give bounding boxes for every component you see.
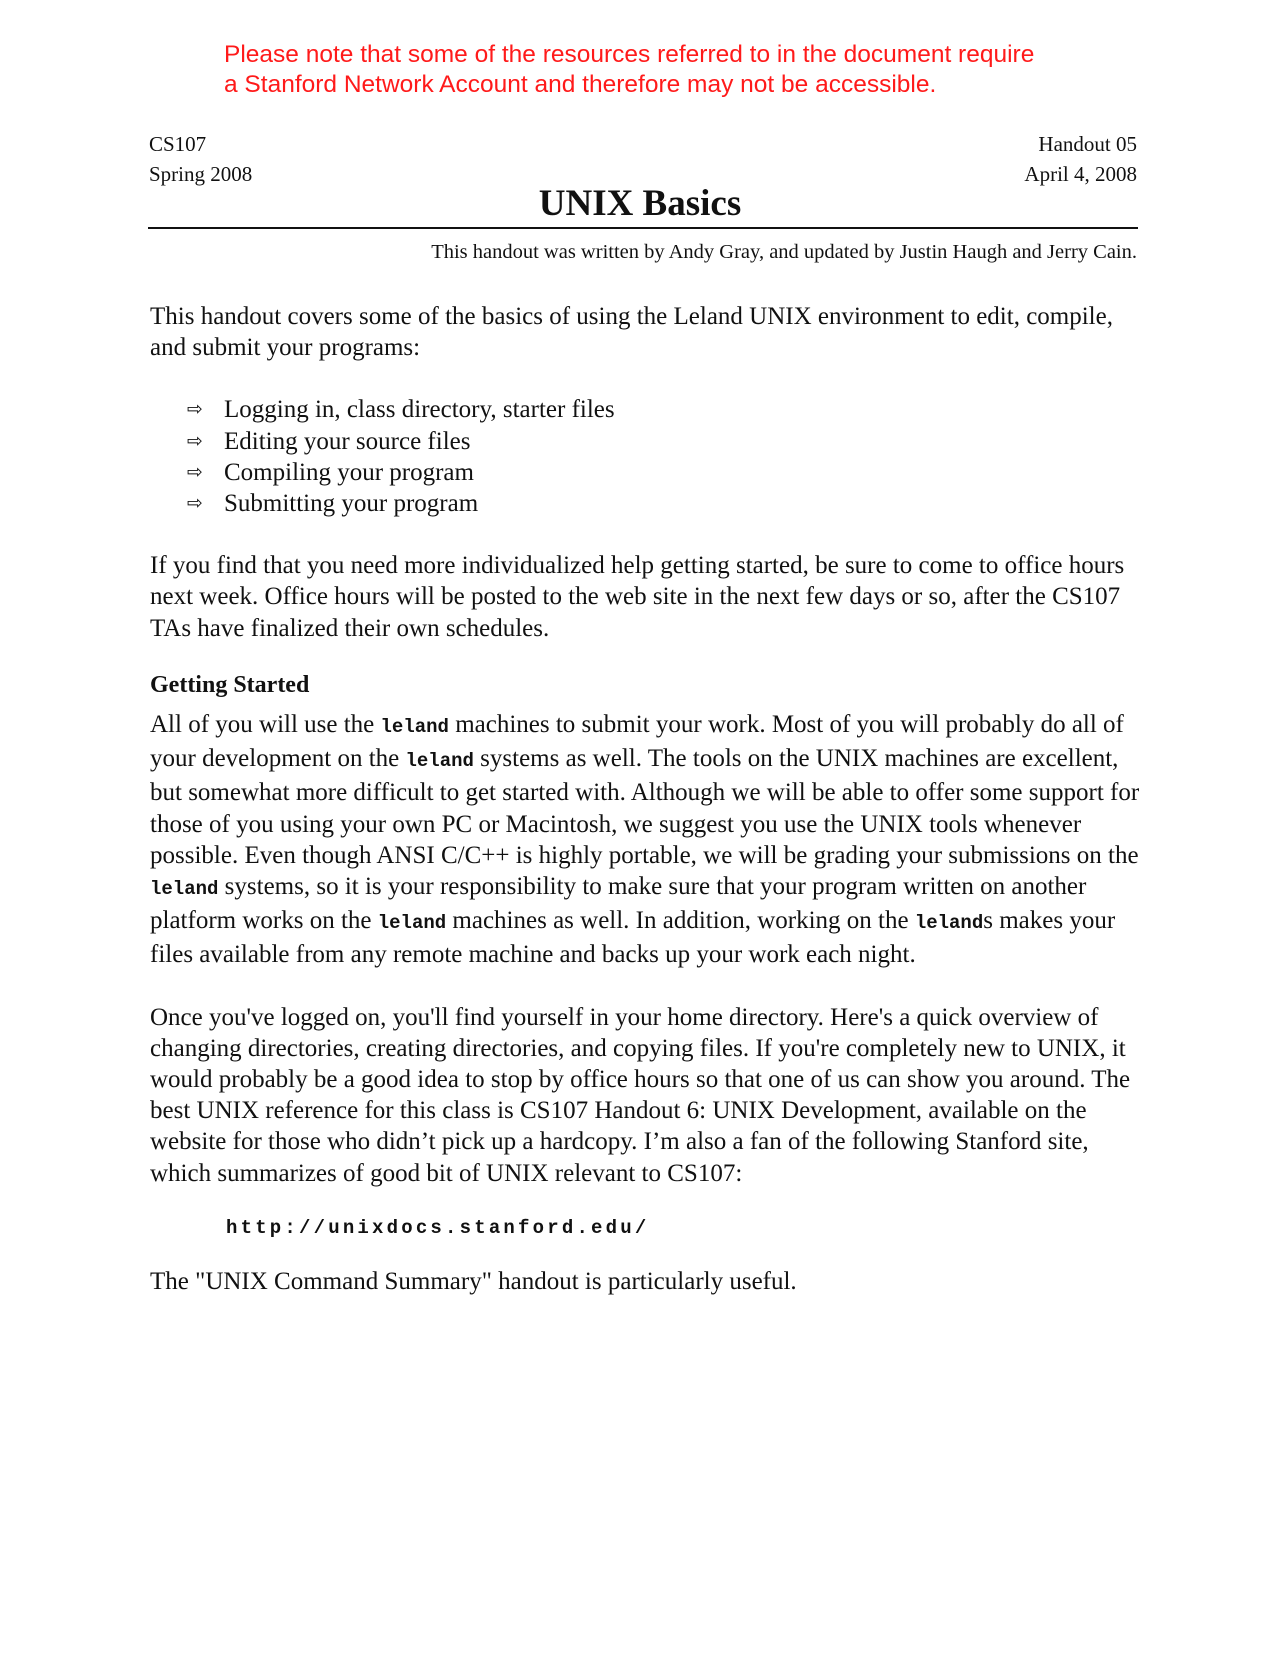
list-item: [187, 426, 1140, 457]
text-run: systems as well. The tools on the UNIX machines are excellent, but somewhat more difficult to get started with. Although we will be able to offer some support for those of you using your own PC or Macintosh, we suggest you use the UNIX tools whenever possible. Even though ANSI C/C++ is highly portable, we will be grading your submissions on the: [150, 745, 1140, 869]
list-item-text: Editing your source files: [224, 427, 471, 455]
leland-code: leland: [377, 912, 447, 935]
paragraph-gap: [150, 971, 1140, 1002]
right-arrow-icon: ⇨: [187, 460, 203, 483]
getting-started-paragraph: [150, 709, 1140, 971]
list-item-text: Logging in, class directory, starter files: [224, 396, 615, 424]
section-heading: Getting Started: [150, 671, 310, 698]
right-arrow-icon: ⇨: [187, 492, 203, 515]
list-item: [187, 457, 1140, 488]
home-directory-paragraph: Once you've logged on, you'll find yourself in your home directory. Here's a quick overview of changing directories, creating directories, and copying files. If you're completely new to UNIX, it would probably be a good idea to stop by office hours so that one of us can show you around. The best UNIX reference for this class is CS107 Handout 6: UNIX Development, available on the website for those who didn’t pick up a hardcopy. I’m also a fan of the following Stanford site, which summarizes of good bit of UNIX relevant to CS107:: [150, 1003, 1131, 1187]
handout-date: April 4, 2008: [1024, 162, 1137, 186]
page-title: UNIX Basics: [538, 183, 742, 224]
leland-code: leland: [914, 912, 984, 935]
help-paragraph: If you find that you need more individualized help getting started, be sure to come to office hours next week. Office hours will be posted to the web site in the next few days or so, after the CS107 TAs have finalized their own schedules.: [150, 552, 1125, 642]
document-body: [150, 301, 1140, 1297]
access-notice: [224, 40, 1124, 100]
leland-code: leland: [405, 750, 474, 773]
leland-code: leland: [150, 878, 219, 901]
list-item: [187, 488, 1140, 519]
text-run: s makes your files available from any remote machine and backs up your work each night.: [150, 907, 1116, 969]
access-notice-line-2: a Stanford Network Account and therefore may not be accessible.: [224, 71, 937, 98]
header-left: [149, 129, 252, 189]
course-code: CS107: [149, 132, 207, 156]
leland-code: leland: [380, 716, 449, 739]
list-item-text: Submitting your program: [224, 490, 479, 518]
term: Spring 2008: [149, 162, 253, 186]
text-run: machines to submit your work. Most of you will probably do all of your development on the: [150, 711, 1124, 773]
right-arrow-icon: ⇨: [187, 398, 203, 421]
handout-number: Handout 05: [1038, 132, 1137, 156]
author-credit: This handout was written by Andy Gray, and updated by Justin Haugh and Jerry Cain.: [431, 241, 1137, 263]
intro-paragraph: This handout covers some of the basics of using the Leland UNIX environment to edit, compile, and submit your programs:: [150, 303, 1113, 362]
header-right: [1024, 129, 1137, 189]
list-item-text: Compiling your program: [224, 458, 474, 486]
command-summary-paragraph: The "UNIX Command Summary" handout is particularly useful.: [150, 1268, 797, 1296]
text-run: machines as well. In addition, working on the: [446, 907, 915, 935]
unixdocs-link[interactable]: http://unixdocs.stanford.edu/: [226, 1216, 650, 1239]
topic-list: [150, 394, 1140, 519]
list-item: [187, 394, 1140, 425]
text-run: All of you will use the: [150, 711, 381, 739]
text-run: systems, so it is your responsibility to make sure that your program written on another platform works on the: [150, 873, 1087, 935]
title-rule: [148, 227, 1138, 229]
access-notice-line-1: Please note that some of the resources referred to in the document require: [224, 41, 1035, 68]
right-arrow-icon: ⇨: [187, 429, 203, 452]
